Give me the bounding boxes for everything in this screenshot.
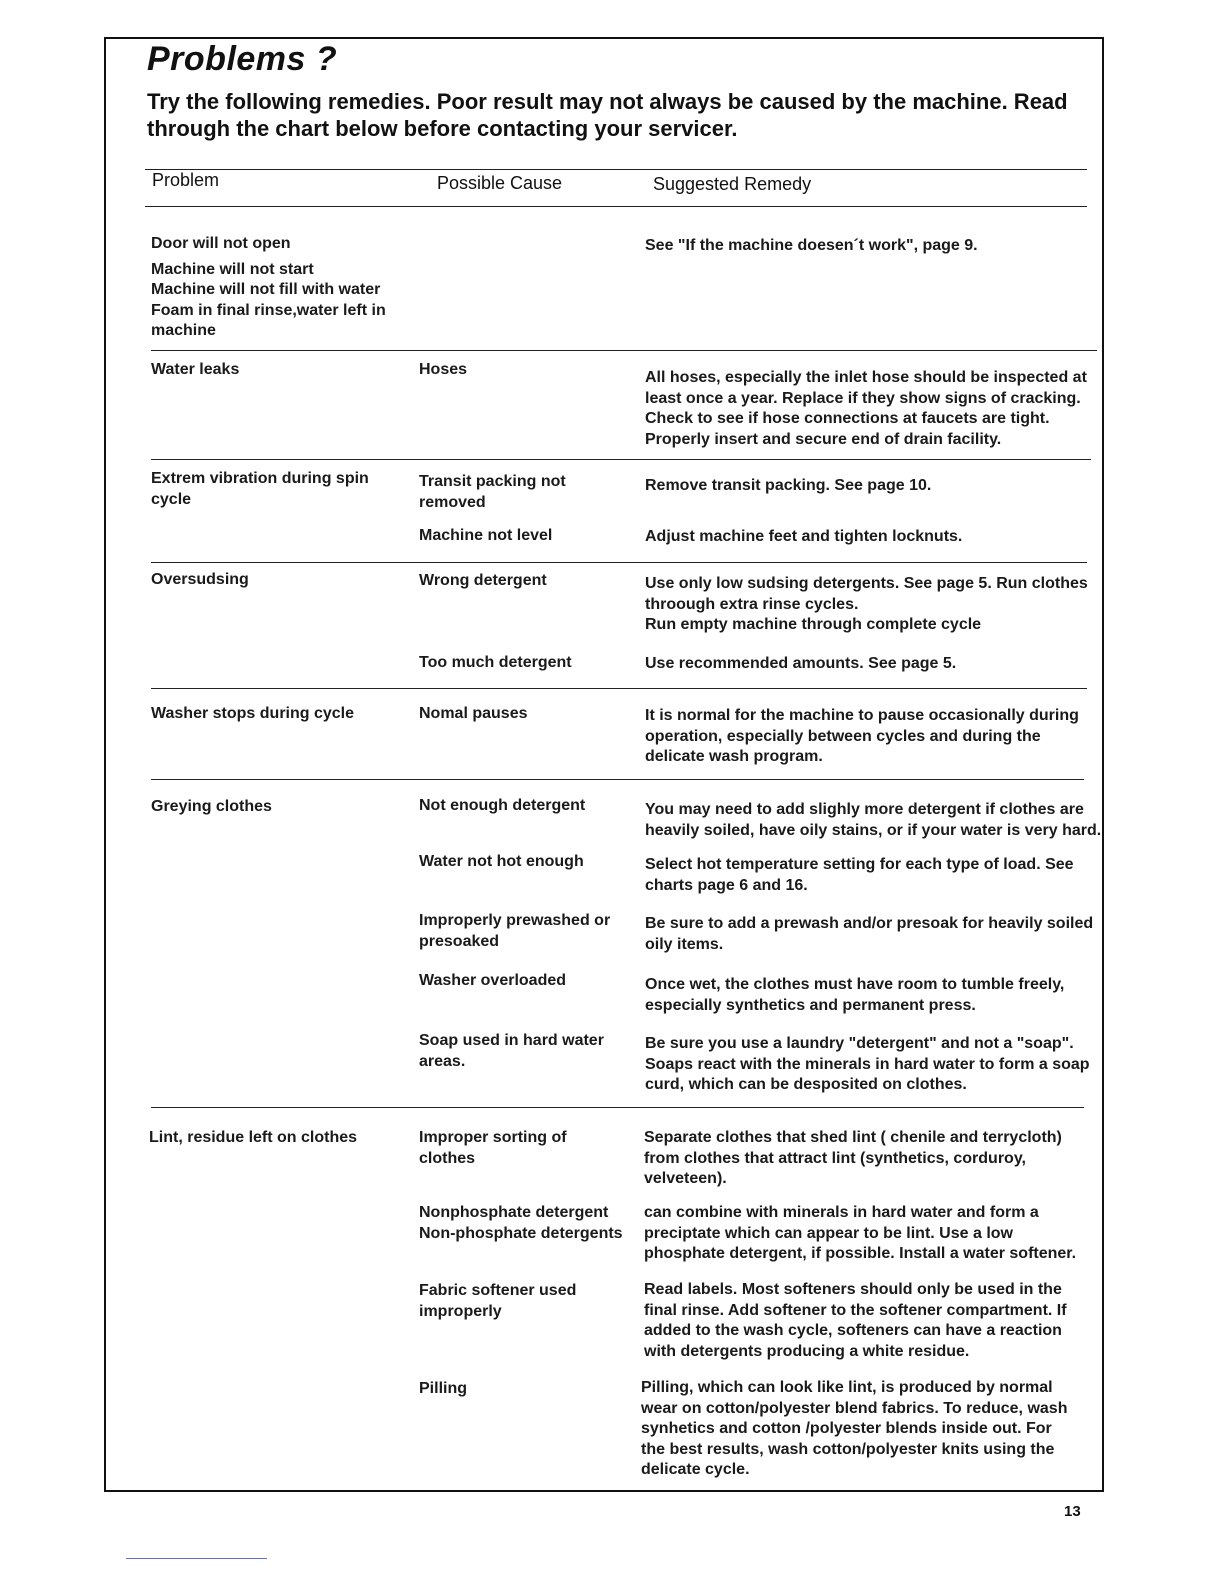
problem-cell: Greying clothes: [151, 798, 272, 815]
page-number: 13: [1064, 1503, 1081, 1520]
row-separator: [151, 1107, 1084, 1108]
row-separator: [151, 688, 1087, 689]
page-subtitle: Try the following remedies. Poor result may not always be caused by the machine. Read through the chart below before contacting your servicer.: [147, 89, 1068, 141]
cause-cell: Improperly prewashed or presoaked: [419, 912, 611, 950]
remedy-cell: It is normal for the machine to pause occasionally during operation, especially between cycles and during the delicate wash program.: [645, 707, 1079, 765]
column-header-remedy: Suggested Remedy: [653, 174, 812, 194]
problem-cell: Door will not open Machine will not start Machine will not fill with water Foam in final rinse,water left in machine: [151, 235, 386, 339]
remedy-cell: Adjust machine feet and tighten locknuts.: [645, 528, 963, 545]
cause-cell: Not enough detergent: [419, 797, 586, 814]
cause-cell: Water not hot enough: [419, 853, 584, 870]
problem-cell: Oversudsing: [151, 571, 249, 588]
header-bottom-rule: [145, 206, 1087, 207]
remedy-cell: See "If the machine doesen´t work", page 9.: [645, 237, 978, 254]
remedy-cell: Pilling, which can look like lint, is produced by normal wear on cotton/polyester blend fabrics. To reduce, wash synhetics and cotton /polyester blends inside out. For the best results, wash cotton/polyester knits using the delicate cycle.: [641, 1379, 1068, 1478]
remedy-cell: Be sure you use a laundry "detergent" and not a "soap". Soaps react with the minerals in hard water to form a soap curd, which can be desposited on clothes.: [645, 1035, 1090, 1093]
remedy-cell: Once wet, the clothes must have room to tumble freely, especially synthetics and permanent press.: [645, 976, 1065, 1014]
remedy-cell: can combine with minerals in hard water and form a preciptate which can appear to be lint. Use a low phosphate detergent, if possible. Install a water softener.: [644, 1204, 1077, 1262]
cause-cell: Washer overloaded: [419, 972, 567, 989]
cause-cell: Improper sorting of clothes: [419, 1129, 567, 1167]
cause-cell: Pilling: [419, 1380, 467, 1397]
row-separator: [151, 350, 1097, 351]
remedy-cell: You may need to add slighly more detergent if clothes are heavily soiled, have oily stains, or if your water is very hard.: [645, 801, 1102, 839]
cause-cell: Wrong detergent: [419, 572, 547, 589]
remedy-cell: Be sure to add a prewash and/or presoak for heavily soiled oily items.: [645, 915, 1094, 953]
cause-cell: Machine not level: [419, 527, 553, 544]
remedy-cell: Separate clothes that shed lint ( chenile and terrycloth) from clothes that attract lint (synthetics, corduroy, velveteen).: [644, 1129, 1062, 1187]
row-separator: [151, 562, 1087, 563]
row-separator: [151, 779, 1084, 780]
remedy-cell: Select hot temperature setting for each type of load. See charts page 6 and 16.: [645, 856, 1074, 894]
cause-cell: Nonphosphate detergent Non-phosphate detergents: [419, 1204, 623, 1242]
cause-cell: Hoses: [419, 361, 468, 378]
cause-cell: Transit packing not removed: [419, 473, 566, 511]
cause-cell: Nomal pauses: [419, 705, 528, 722]
cause-cell: Fabric softener used improperly: [419, 1282, 577, 1320]
header-top-rule: [145, 169, 1087, 170]
remedy-cell: Remove transit packing. See page 10.: [645, 477, 932, 494]
page-title: Problems ?: [147, 40, 338, 78]
problem-cell: Lint, residue left on clothes: [149, 1129, 358, 1146]
remedy-cell: All hoses, especially the inlet hose should be inspected at least once a year. Replace if they show signs of cracking. Check to see if hose connections at faucets are tight. Properly insert and secure end of drain facility.: [645, 369, 1087, 448]
problem-cell: Extrem vibration during spin cycle: [151, 470, 369, 508]
remedy-cell: Use only low sudsing detergents. See page 5. Run clothes throough extra rinse cycles. Run empty machine through complete cycle: [645, 575, 1088, 633]
remedy-cell: Use recommended amounts. See page 5.: [645, 655, 957, 672]
column-header-cause: Possible Cause: [437, 173, 563, 193]
problem-cell: Washer stops during cycle: [151, 705, 355, 722]
row-separator: [151, 459, 1091, 460]
cause-cell: Soap used in hard water areas.: [419, 1032, 604, 1070]
remedy-cell: Read labels. Most softeners should only be used in the final rinse. Add softener to the softener compartment. If added to the wash cycle, softeners can have a reaction with detergents producing a white residue.: [644, 1281, 1067, 1360]
column-header-problem: Problem: [152, 170, 220, 190]
footer-line: [126, 1558, 267, 1559]
cause-cell: Too much detergent: [419, 654, 572, 671]
problem-cell: Water leaks: [151, 361, 240, 378]
